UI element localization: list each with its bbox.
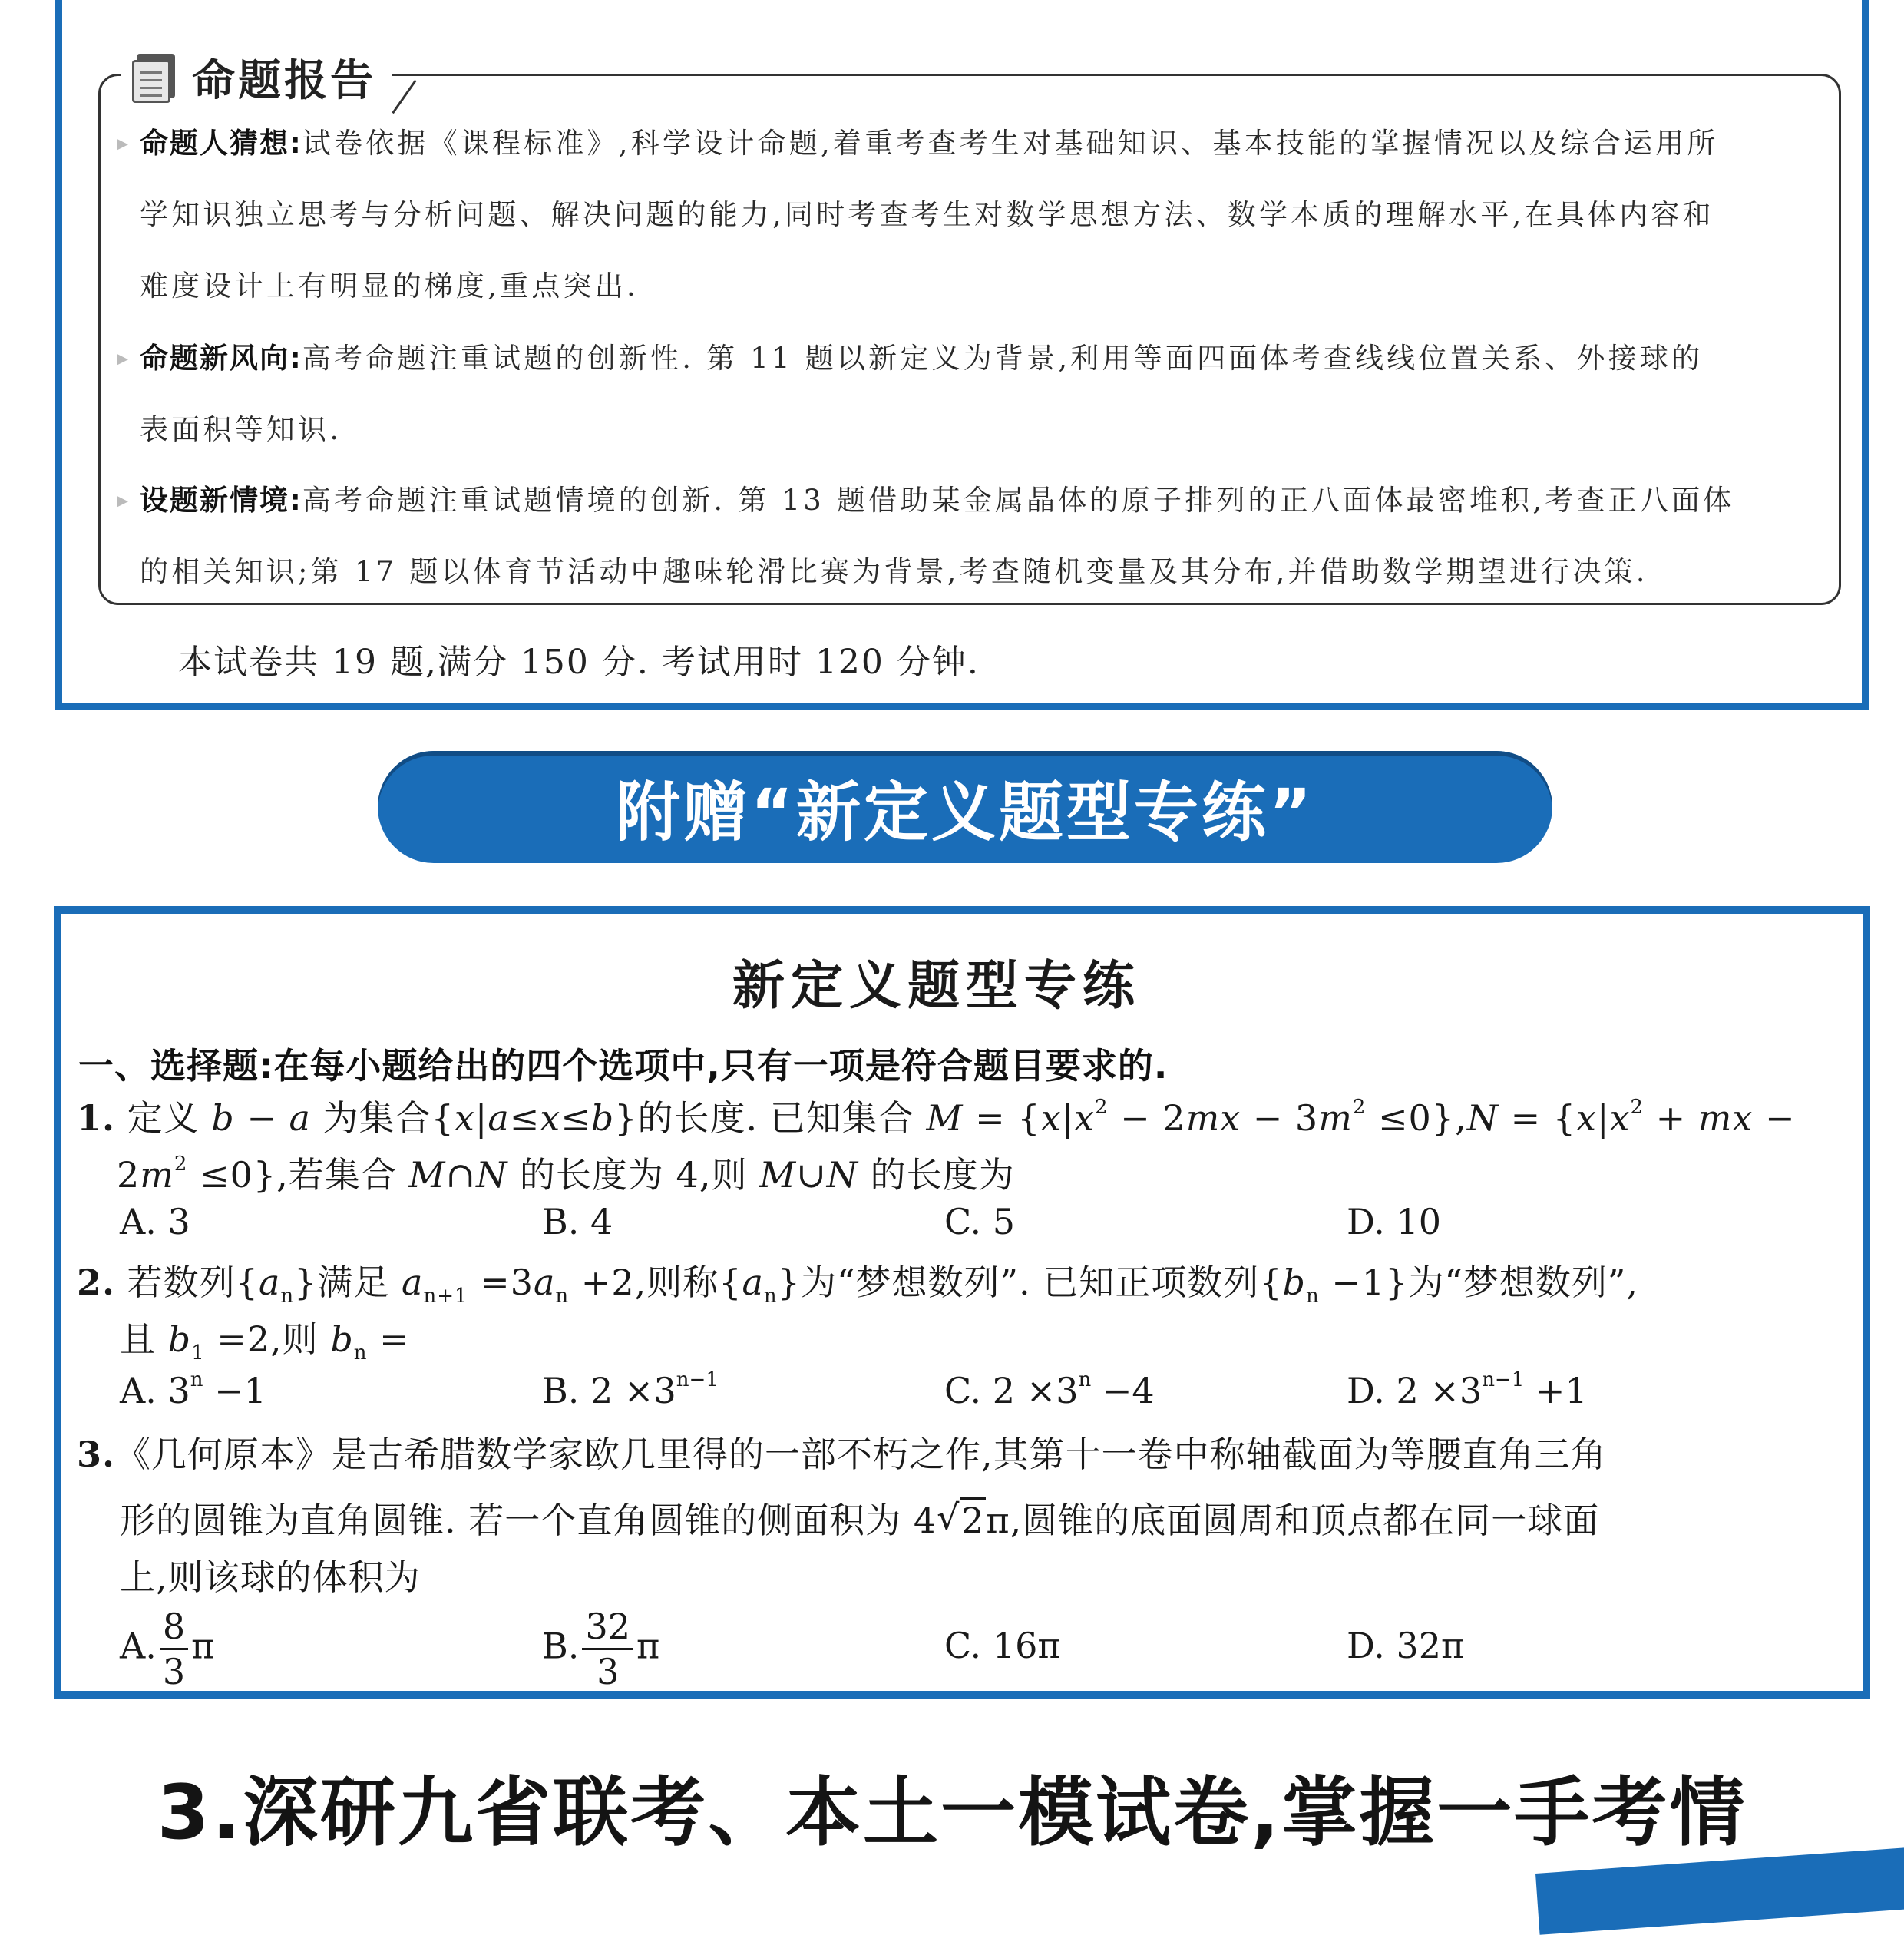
sqrt-symbol: √ 2 bbox=[937, 1500, 986, 1541]
report-item-trend: ▸ 命题新风向:高考命题注重试题的创新性. 第 11 题以新定义为背景,利用等面四面体考查线线位置关系、外接球的 表面积等知识. bbox=[117, 342, 1704, 446]
q1-option-a: A. 3 bbox=[120, 1201, 190, 1242]
q2-option-c: C. $2 \times 3^n -4$ bbox=[944, 1368, 1155, 1411]
question-2-line-1: 2. 若数列$\{a_n\}$满足 $a_{n+1} =3a_n +2$,则称$\{a_n\}$为“梦想数列”. 已知正项数列$\{b_n -1\}$为“梦想数列”, bbox=[77, 1262, 1639, 1308]
question-3-line-1: 3.《几何原本》是古希腊数学家欧几里得的一部不朽之作,其第十一卷中称轴截面为等腰直角三角 bbox=[77, 1434, 1607, 1475]
q2-option-d: D. $2 \times 3^{n-1} +1$ bbox=[1347, 1368, 1588, 1411]
question-3-line-3: 上,则该球的体积为 bbox=[120, 1556, 421, 1598]
question-1-line-1: 1. 定义 b − a 为集合{x|a≤x≤b}的长度. 已知集合 $M = \{x|x^2 - 2mx - 3m^2 \le 0\},N = \{x|x^2$ + mx − bbox=[77, 1096, 1796, 1139]
report-item-context: ▸ 设题新情境:高考命题注重试题情境的创新. 第 13 题借助某金属晶体的原子排列的正八面体最密堆积,考查正八面体 的相关知识;第 17 题以体育节活动中趣味轮滑比赛为背景,考查随机变量及其分布,并借助数学期望进行决策. bbox=[117, 484, 1735, 588]
q2-option-b: B. $2 \times 3^{n-1}$ bbox=[542, 1368, 719, 1411]
bonus-banner-text: 附赠“新定义题型专练” bbox=[615, 774, 1315, 850]
book-icon bbox=[132, 52, 177, 103]
exam-info: 本试卷共 19 题,满分 150 分. 考试用时 120 分钟. bbox=[178, 643, 980, 682]
report-item-guess: ▸ 命题人猜想:试卷依据《课程标准》,科学设计命题,着重考查考生对基础知识、基本技能的掌握情况以及综合运用所 学知识独立思考与分析问题、解决问题的能力,同时考查考生对数学思想方法、数学本质的理解水平,在具体内容和 难度设计上有明显的梯度,重点突出. bbox=[117, 127, 1719, 303]
q2-option-a: A. $3^n -1$ bbox=[120, 1368, 266, 1411]
q3-option-d: D. 32π bbox=[1347, 1625, 1465, 1666]
question-1-line-2: $2m^2 \le 0$},若集合 M∩N 的长度为 4,则 M∪N 的长度为 bbox=[117, 1153, 1015, 1196]
q3-option-b: B. $\frac{32}{3}$ π bbox=[542, 1606, 660, 1692]
report-header bbox=[121, 43, 392, 112]
bottom-heading: 3.深研九省联考、本土一模试卷,掌握一手考情 bbox=[157, 1769, 1747, 1857]
q3-option-c: C. 16π bbox=[944, 1625, 1061, 1666]
q1-option-d: D. 10 bbox=[1347, 1201, 1442, 1242]
q1-option-c: C. 5 bbox=[944, 1201, 1016, 1242]
q1-option-b: B. 4 bbox=[542, 1201, 613, 1242]
question-2-line-2: 且 $b_1 =2$,则 $b_n$ = bbox=[120, 1318, 410, 1364]
question-3-line-2: 形的圆锥为直角圆锥. 若一个直角圆锥的侧面积为 4√ 2π,圆锥的底面圆周和顶点都在同一球面 bbox=[120, 1493, 1599, 1543]
report-title: 命题报告 bbox=[192, 56, 376, 106]
bonus-banner bbox=[378, 751, 1552, 863]
practice-title: 新定义题型专练 bbox=[732, 955, 1141, 1017]
q3-option-a: A. $\frac{8}{3}$ π bbox=[120, 1606, 215, 1692]
section-heading: 一、选择题:在每小题给出的四个选项中,只有一项是符合题目要求的. bbox=[78, 1045, 1169, 1087]
